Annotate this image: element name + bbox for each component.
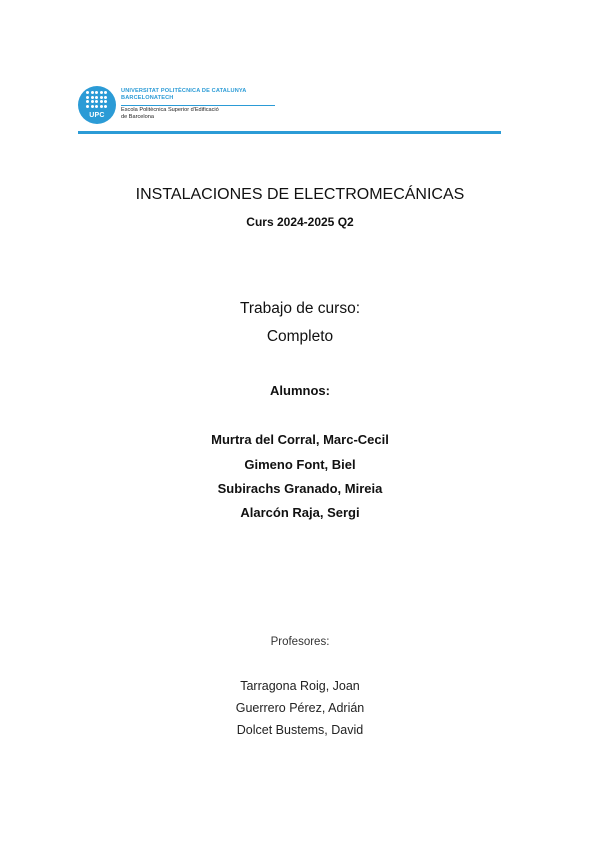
university-name: UNIVERSITAT POLITÈCNICA DE CATALUNYA (121, 88, 247, 95)
logo-mark-text: UPC (89, 112, 105, 119)
student-name: Gimeno Font, Biel (244, 457, 356, 472)
logo-dots-icon (86, 91, 108, 109)
logo-texts (121, 89, 275, 120)
professor-name: Guerrero Pérez, Adrián (235, 701, 365, 715)
student-name: Alarcón Raja, Sergi (240, 505, 360, 520)
header-rule (78, 131, 501, 134)
university-tech: BARCELONATECH (121, 95, 174, 101)
upc-logo-mark (78, 86, 116, 124)
professors-heading: Profesores: (270, 636, 330, 648)
student-name: Murtra del Corral, Marc-Cecil (211, 432, 389, 447)
course-title: INSTALACIONES DE ELECTROMECÁNICAS (135, 186, 465, 203)
school-name-line2: de Barcelona (121, 113, 154, 120)
student-name: Subirachs Granado, Mireia (217, 481, 383, 496)
upc-logo (78, 86, 275, 124)
work-label: Trabajo de curso: (239, 300, 361, 317)
course-year: Curs 2024-2025 Q2 (246, 215, 354, 229)
logo-divider (121, 105, 275, 106)
work-status: Completo (266, 328, 334, 345)
students-heading: Alumnos: (270, 383, 330, 398)
professor-name: Dolcet Bustems, David (236, 723, 364, 737)
professor-name: Tarragona Roig, Joan (240, 679, 360, 693)
school-name-line1: Escola Politècnica Superior d'Edificació (121, 107, 219, 114)
